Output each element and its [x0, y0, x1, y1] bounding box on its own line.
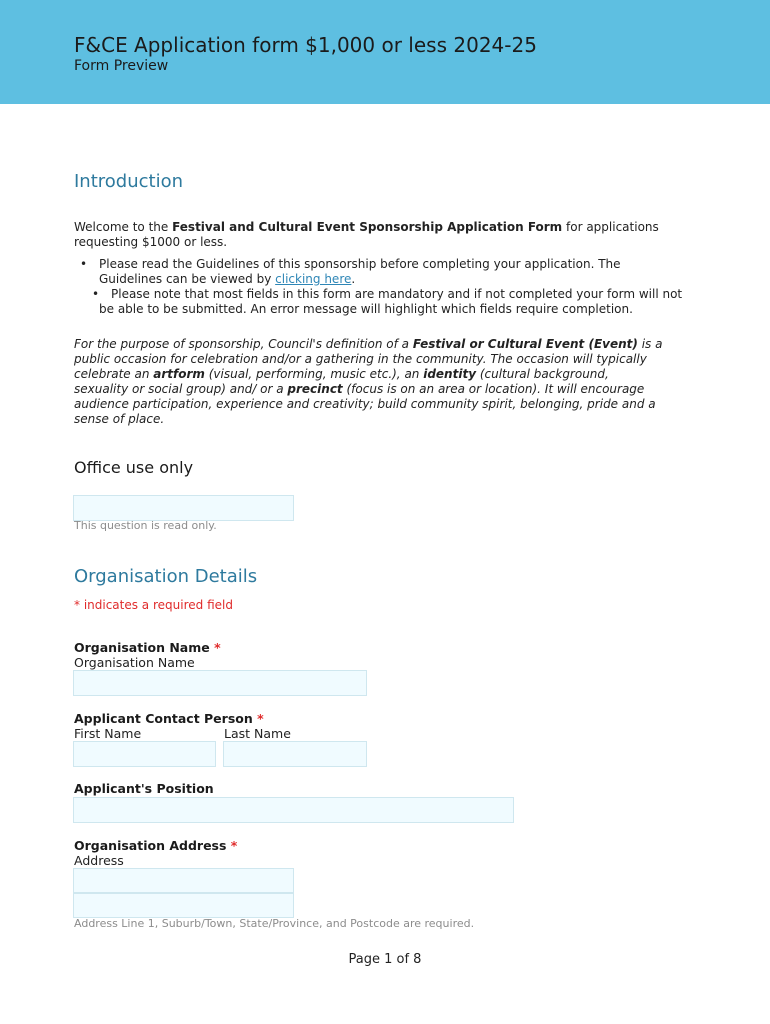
definition-text: (focus is on an area or location). It will encourage audience participation, experience and creativity; build community spirit, belonging, pride and a sense of place. — [74, 382, 656, 426]
definition-term-artform: artform — [153, 367, 205, 381]
office-use-field — [73, 495, 294, 521]
welcome-suffix: for applications requesting $1000 or less. — [74, 220, 659, 249]
definition-text: is a public occasion for celebration and/or a gathering in the community. The occasion will typically celebrate an — [74, 337, 663, 381]
page-indicator: Page 1 of 8 — [348, 952, 422, 967]
office-use-heading: Office use only — [74, 458, 194, 477]
address-hint: Address Line 1, Suburb/Town, State/Province, and Postcode are required. — [74, 917, 475, 930]
guidelines-link[interactable]: clicking here — [275, 272, 352, 286]
form-header — [0, 0, 770, 104]
required-asterisk: * — [230, 838, 238, 853]
list-item — [74, 287, 684, 317]
organisation-address-label-text: Organisation Address — [74, 838, 227, 853]
last-name-input[interactable] — [223, 741, 367, 767]
organisation-name-sublabel: Organisation Name — [74, 655, 195, 670]
definition-text: (cultural background, sexuality or social group) and/ or a — [74, 367, 609, 396]
organisation-name-label — [74, 640, 221, 655]
guidelines-text: Please read the Guidelines of this sponsorship before completing your application. The Guidelines can be viewed by — [99, 257, 621, 286]
address-sublabel: Address — [74, 853, 124, 868]
instructions-list — [74, 257, 684, 317]
bullet-icon: • — [80, 257, 88, 271]
address-line2-input[interactable] — [73, 893, 294, 918]
organisation-details-heading: Organisation Details — [74, 566, 258, 587]
form-title: F&CE Application form $1,000 or less 2024-25 — [74, 33, 537, 57]
definition-text: For the purpose of sponsorship, Council's definition of a — [74, 337, 413, 351]
introduction-heading: Introduction — [74, 171, 184, 192]
bullet-icon: • — [92, 287, 100, 301]
last-name-label: Last Name — [224, 726, 291, 741]
applicant-position-input[interactable] — [73, 797, 514, 823]
first-name-label: First Name — [74, 726, 142, 741]
required-field-note: * indicates a required field — [74, 598, 233, 612]
contact-person-label-text: Applicant Contact Person — [74, 711, 253, 726]
required-asterisk: * — [257, 711, 264, 726]
welcome-form-name: Festival and Cultural Event Sponsorship Application Form — [172, 220, 563, 234]
event-definition-paragraph — [74, 337, 664, 427]
required-asterisk: * — [214, 640, 221, 655]
read-only-hint: This question is read only. — [74, 519, 217, 532]
guidelines-text-end: . — [351, 272, 356, 286]
welcome-prefix: Welcome to the — [74, 220, 173, 234]
address-line1-input[interactable] — [73, 868, 294, 893]
definition-text: (visual, performing, music etc.), an — [204, 367, 424, 381]
organisation-name-input[interactable] — [73, 670, 367, 696]
first-name-input[interactable] — [73, 741, 216, 767]
form-subtitle: Form Preview — [74, 58, 169, 74]
definition-term-precinct: precinct — [287, 382, 343, 396]
definition-term-event: Festival or Cultural Event (Event) — [412, 337, 638, 351]
list-item — [74, 257, 684, 287]
welcome-paragraph — [74, 220, 674, 250]
applicant-position-label: Applicant's Position — [74, 781, 214, 796]
contact-person-label — [74, 711, 264, 726]
definition-term-identity: identity — [423, 367, 477, 381]
mandatory-fields-text: Please note that most fields in this form are mandatory and if not completed your form will not be able to be submitted. An error message will highlight which fields require completion. — [99, 287, 683, 316]
organisation-name-label-text: Organisation Name — [74, 640, 210, 655]
organisation-address-label — [74, 838, 237, 853]
